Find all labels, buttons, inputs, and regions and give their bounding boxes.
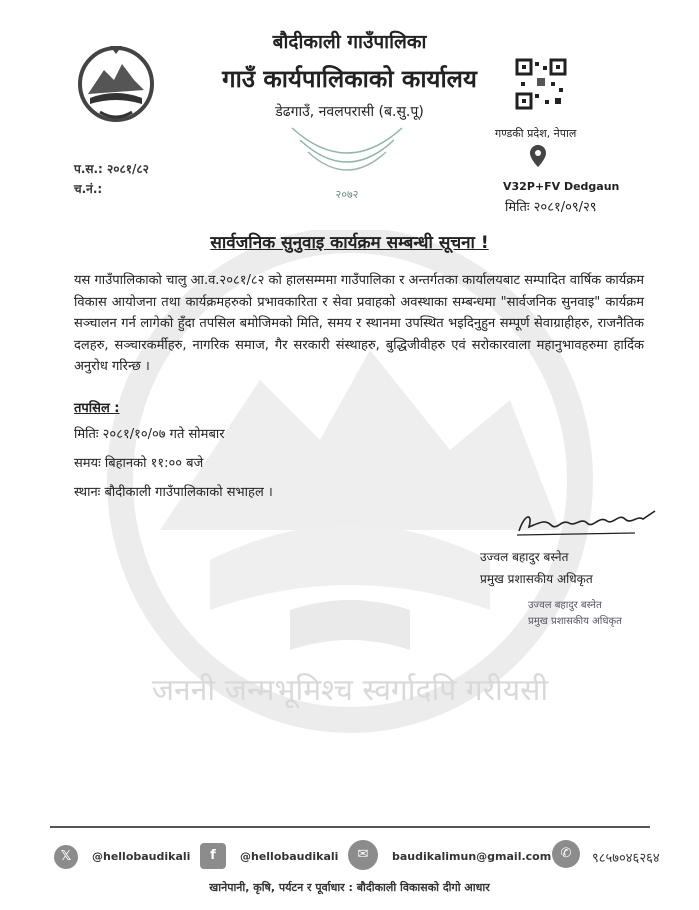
- event-time: समयः बिहानको ११:०० बजे: [74, 456, 204, 471]
- facebook-handle[interactable]: @hellobaudikali: [240, 850, 339, 863]
- tapasil-label: तपसिल :: [74, 401, 120, 416]
- location-pin-icon: [530, 145, 546, 167]
- notice-title: सार्वजनिक सुनुवाइ कार्यक्रम सम्बन्धी सूचना !: [210, 233, 489, 253]
- stamp-designation: प्रमुख प्रशासकीय अधिकृत: [528, 616, 622, 627]
- municipality-name: बौदीकाली गाउँपालिका: [272, 31, 427, 53]
- footer-tagline: खानेपानी, कृषि, पर्यटन र पूर्वाधार : बौदीकाली विकासको दीगो आधार: [209, 881, 490, 894]
- office-name: गाउँ कार्यपालिकाको कार्यालय: [222, 65, 477, 93]
- phone-number[interactable]: ९८५७०४६२६४: [592, 851, 660, 866]
- handwritten-signature: [515, 505, 660, 541]
- footer-divider: [50, 826, 650, 828]
- watermark-motto: जननी जन्मभूमिश्च स्वर्गादपि गरीयसी: [151, 673, 549, 708]
- facebook-icon[interactable]: f: [200, 843, 226, 869]
- twitter-x-icon[interactable]: 𝕏: [54, 845, 78, 869]
- issue-date: मितिः २०८१/०९/२९: [505, 200, 597, 215]
- signatory-name: उज्वल बहादुर बस्नेत: [480, 550, 569, 564]
- event-date: मितिः २०८१/१०/०७ गते सोमबार: [74, 427, 225, 442]
- office-address: डेढगाउँ, नवलपरासी (ब.सु.पू): [275, 104, 424, 120]
- plus-code: V32P+FV Dedgaun: [503, 180, 620, 193]
- email-icon[interactable]: ✉: [348, 840, 378, 870]
- phone-icon[interactable]: ✆: [552, 840, 580, 868]
- stamp-year: २०७२: [335, 188, 359, 201]
- chalani-number: च.नं.:: [74, 182, 103, 196]
- patra-sankhya: प.स.: २०८१/८२: [74, 162, 149, 176]
- office-stamp: [272, 118, 422, 204]
- qr-code: [515, 58, 567, 110]
- stamp-name: उज्वल बहादुर बस्नेत: [528, 600, 602, 611]
- notice-body: यस गाउँपालिकाको चालु आ.व.२०८१/८२ को हालसम्ममा गाउँपालिका र अन्तर्गतका कार्यालयबाट सम्पादित वार्षिक कार्यक्रम विकास आयोजना तथा कार्यक्रमहरुको प्रभावकारिता र सेवा प्रवाहको अवस्थाका सम्बन्धमा "सार्वजनिक सुनवाइ" कार्यक्रम सञ्चालन गर्न लागेको हुँदा तपसिल बमोजिमको मिति, समय र स्थानमा उपस्थित भइदिनुहुन सम्पूर्ण सेवाग्राहीहरु, राजनैतिक दलहरु, सञ्चारकर्मीहरु, नागरिक समाज, गैर सरकारी संस्थाहरु, बुद्धिजीवीहरु एवं सरोकारवाला महानुभावहरुमा हार्दिक अनुरोध गरिन्छ ।: [74, 273, 644, 374]
- twitter-handle[interactable]: @hellobaudikali: [92, 850, 191, 863]
- email-address[interactable]: baudikalimun@gmail.com: [392, 850, 552, 863]
- signatory-designation: प्रमुख प्रशासकीय अधिकृत: [480, 572, 593, 586]
- province-text: गण्डकी प्रदेश, नेपाल: [495, 127, 577, 140]
- event-place: स्थानः बौदीकाली गाउँपालिकाको सभाहल ।: [74, 485, 273, 500]
